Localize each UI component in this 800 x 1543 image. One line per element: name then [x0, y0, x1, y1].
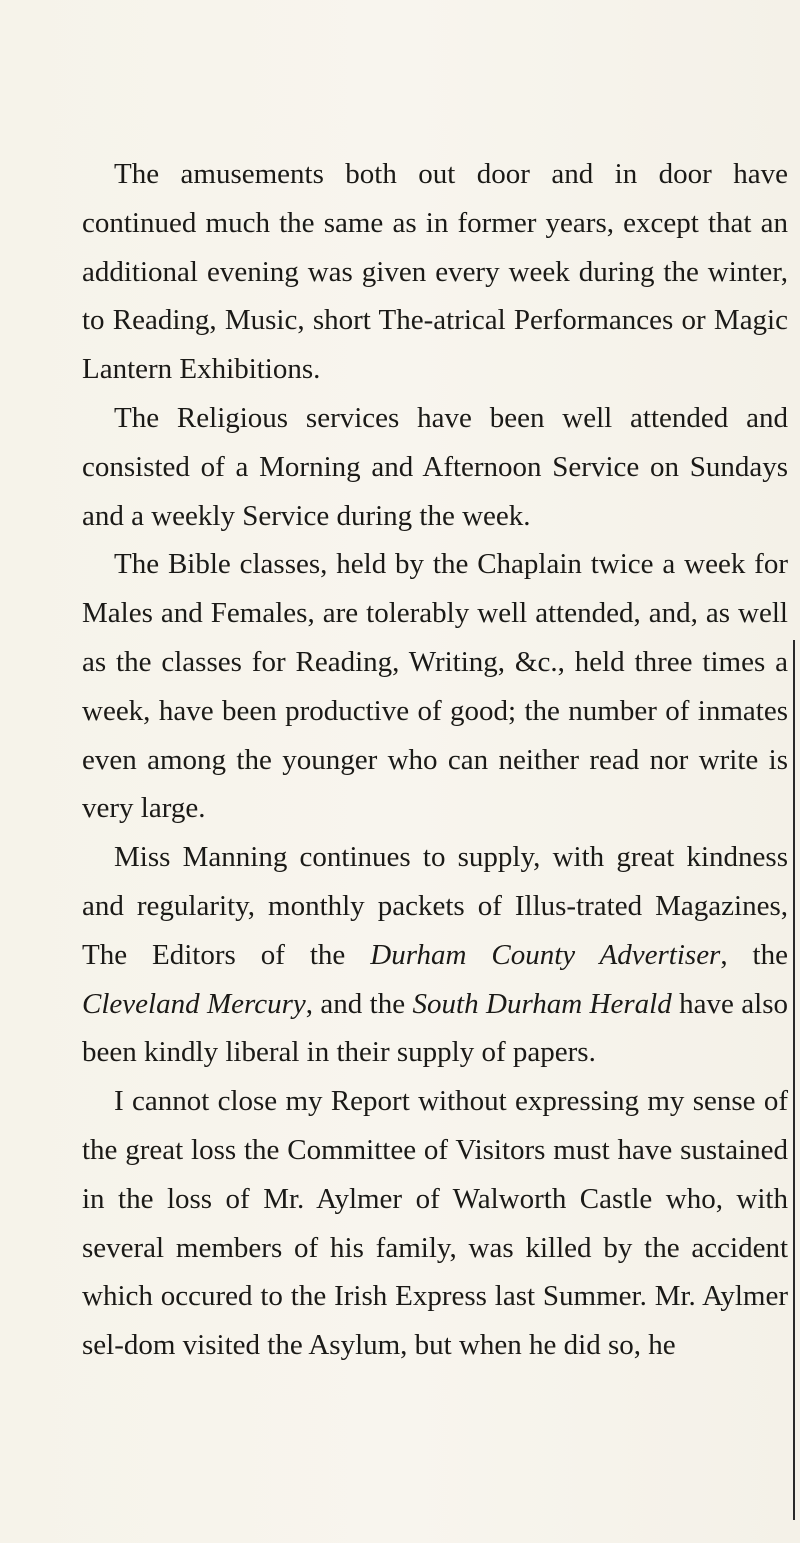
text-segment: The Religious services have been well attended and consisted of a Morning and Afternoon Service on Sundays and a weekly Service during the week. [82, 401, 788, 532]
text-segment: The amusements both out door and in door have continued much the same as in former years, except that an additional evening was given every week during the winter, to Reading, Music, short The-atrical Performances or Magic Lantern Exhibitions. [82, 158, 788, 386]
text-segment: Miss Manning continues to supply, with great kindness and regularity, monthly packets of Illus-trated Magazines, The Editors of the [82, 841, 788, 971]
paragraph-religious-services [82, 394, 788, 540]
newspaper-title: Durham County Advertiser [370, 938, 721, 971]
text-segment: The Bible classes, held by the Chaplain twice a week for Males and Females, are tolerably well attended, and, as well as the classes for Reading, Writing, &c., held three times a week, have been productive of good; the number of inmates even among the younger who can neither read nor write is very large. [82, 548, 788, 825]
paragraph-bible-classes [82, 540, 788, 833]
newspaper-title: Cleveland Mercury [82, 987, 306, 1020]
paragraph-amusements [82, 150, 788, 394]
text-segment: I cannot close my Report without expressing my sense of the great loss the Committee of Visitors must have sustained in the loss of Mr. Aylmer of Walworth Castle who, with several members of his family, was killed by the accident which occured to the Irish Express last Summer. Mr. Aylmer sel-dom visited the Asylum, but when he did so, he [82, 1085, 788, 1362]
newspaper-title: South Durham Herald [412, 987, 672, 1020]
paragraph-magazines [82, 833, 788, 1077]
text-segment: , the [720, 938, 788, 971]
page-edge-shadow [793, 640, 795, 1520]
body-text [82, 150, 788, 1370]
text-segment: , and the [305, 987, 413, 1020]
paragraph-report-closing [82, 1077, 788, 1370]
text-segment: have also been kindly liberal in their supply of papers. [82, 987, 788, 1069]
